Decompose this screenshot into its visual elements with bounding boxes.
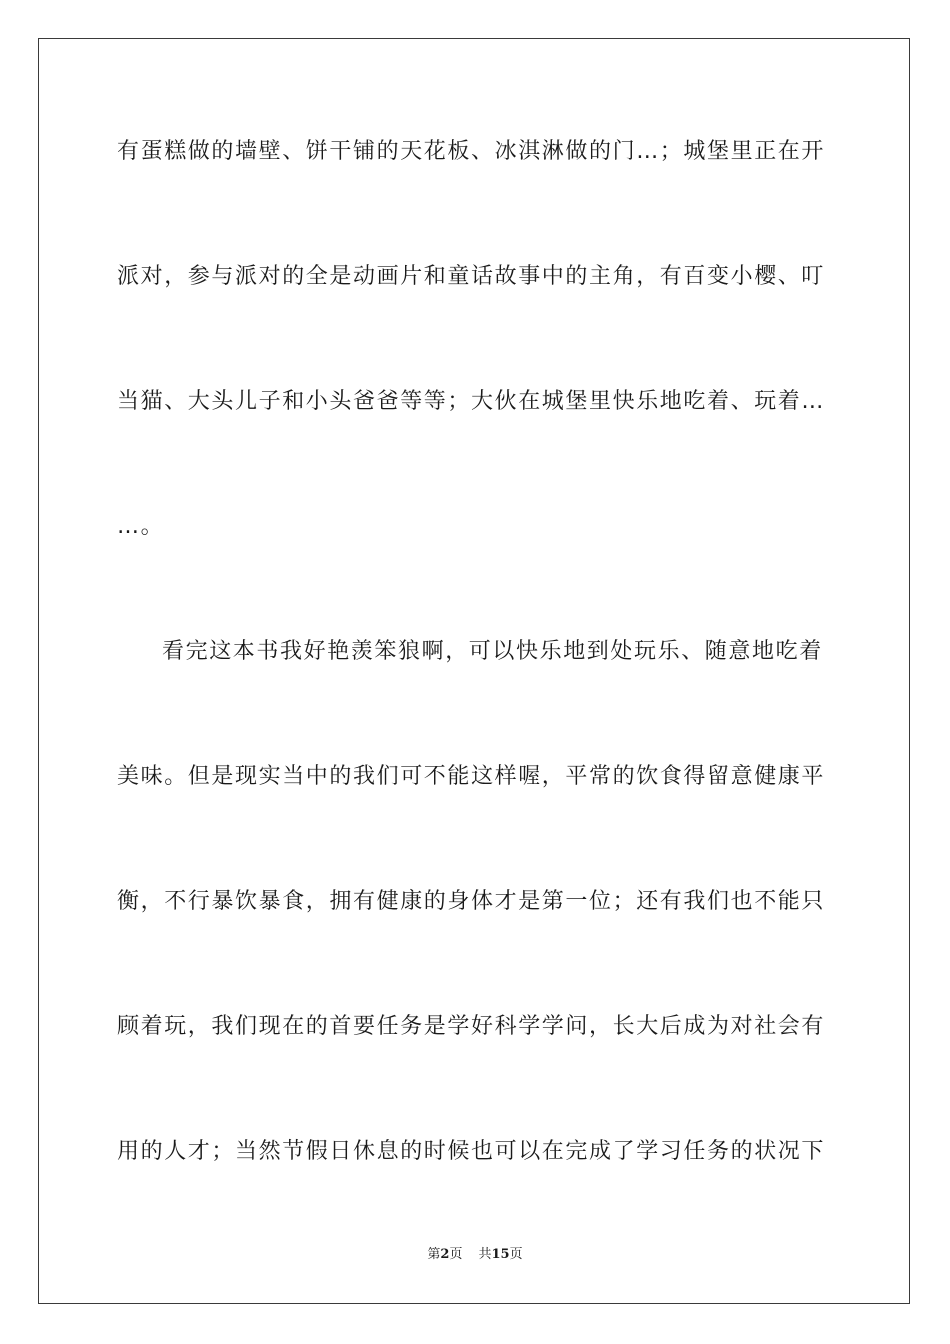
footer-page-prefix: 第 — [427, 1247, 441, 1262]
footer-total-prefix: 共 — [478, 1247, 492, 1262]
text-line-6: 美味。但是现实当中的我们可不能这样喔，平常的饮食得留意健康平 — [117, 764, 826, 789]
text-line-3: 当猫、大头儿子和小头爸爸等等；大伙在城堡里快乐地吃着、玩着… — [117, 389, 826, 414]
page-footer — [0, 1246, 950, 1264]
footer-total-pages: 15 — [491, 1247, 510, 1262]
page-border — [38, 38, 910, 1304]
text-line-8: 顾着玩，我们现在的首要任务是学好科学学问，长大后成为对社会有 — [117, 1014, 826, 1039]
footer-page-current: 2 — [440, 1247, 450, 1262]
text-line-2: 派对，参与派对的全是动画片和童话故事中的主角，有百变小樱、叮 — [117, 264, 826, 289]
text-line-9: 用的人才；当然节假日休息的时候也可以在完成了学习任务的状况下 — [117, 1139, 826, 1164]
text-line-5-paragraph-start: 看完这本书我好艳羡笨狼啊，可以快乐地到处玩乐、随意地吃着 — [162, 639, 823, 664]
text-line-4: …。 — [117, 514, 165, 539]
footer-total-suffix: 页 — [509, 1247, 523, 1262]
text-line-1: 有蛋糕做的墙壁、饼干铺的天花板、冰淇淋做的门…；城堡里正在开 — [117, 139, 826, 164]
footer-page-suffix: 页 — [449, 1247, 463, 1262]
text-line-7: 衡，不行暴饮暴食，拥有健康的身体才是第一位；还有我们也不能只 — [117, 889, 826, 914]
